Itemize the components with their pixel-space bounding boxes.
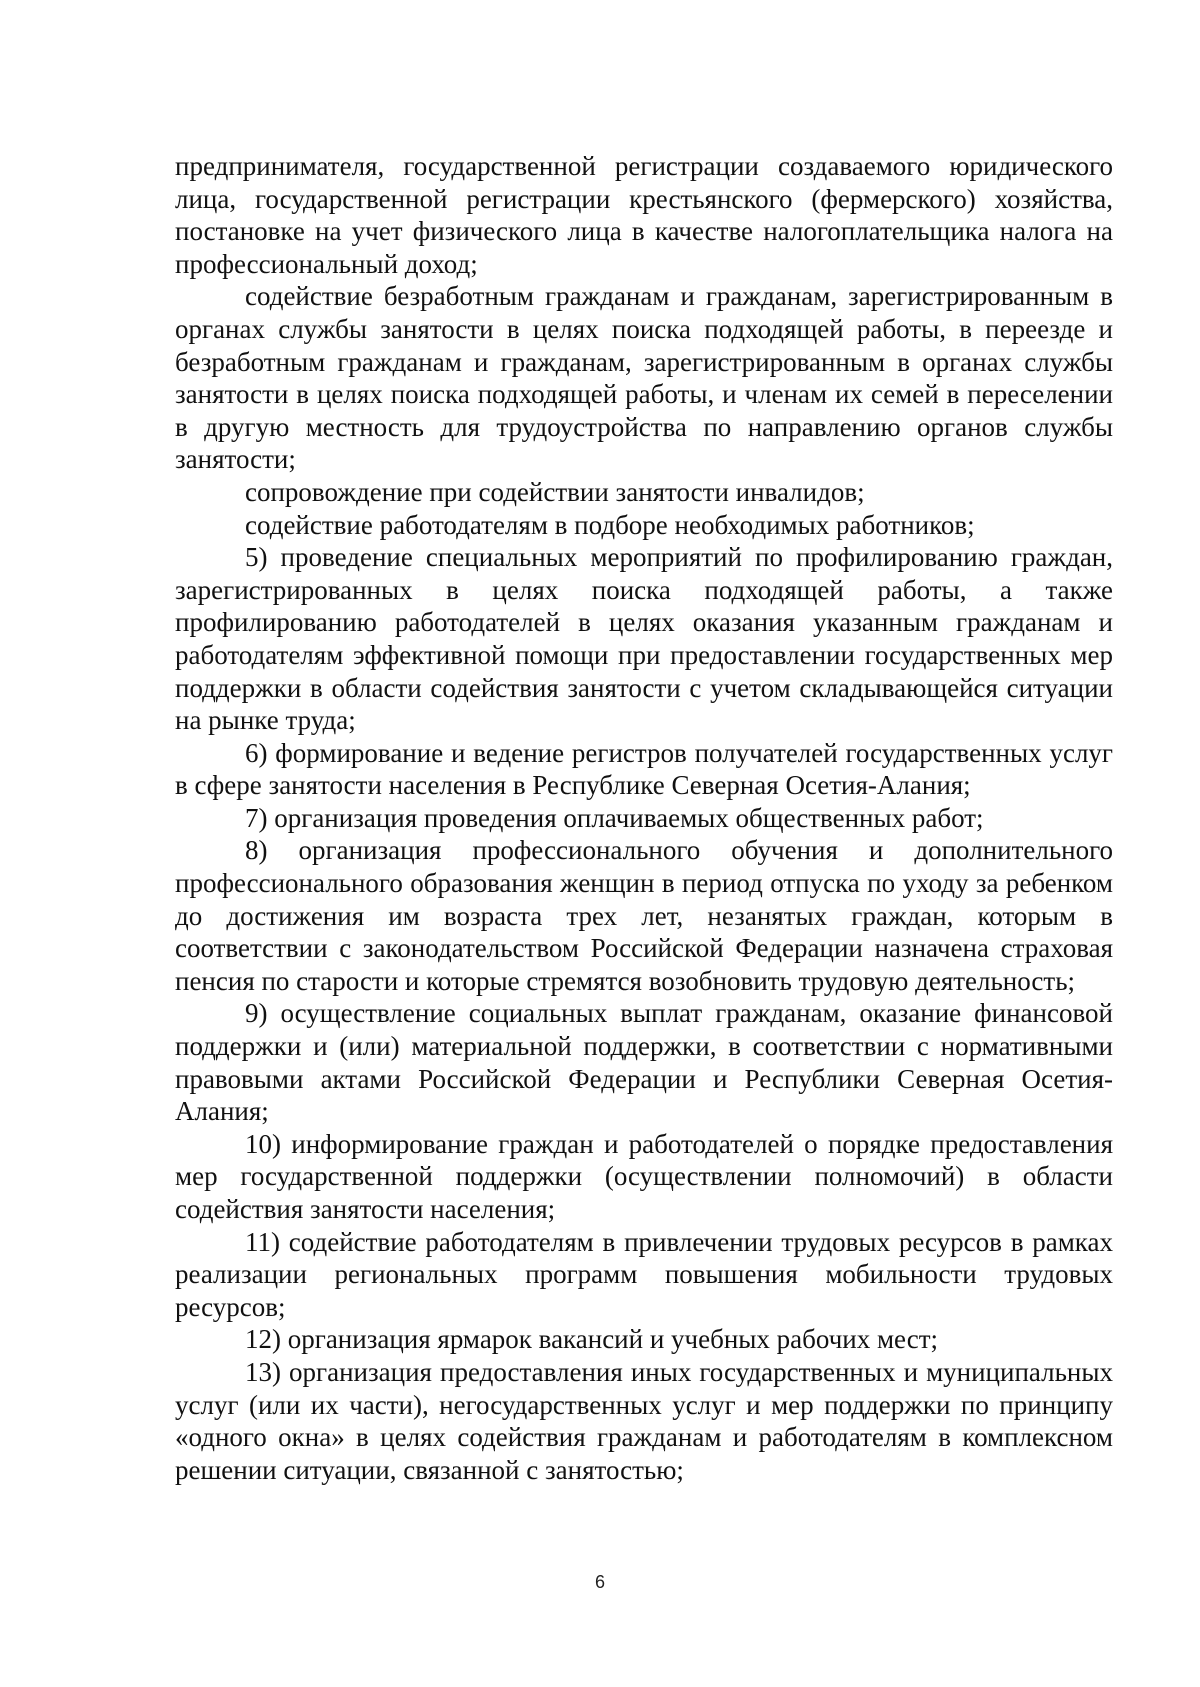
paragraph-continuation: предпринимателя, государственной регистрации создаваемого юридического лица, государственной регистрации крестьянского (фермерского) хозяйства, постановке на учет физического лица в качестве налогоплательщика налога на профессиональный доход; [175,151,1113,279]
paragraph-item-6: 6) формирование и ведение регистров получателей государственных услуг в сфере занятости населения в Республике Северная Осетия-Алания; [175,737,1113,801]
paragraph-unemployed-relocation: содействие безработным гражданам и гражданам, зарегистрированным в органах службы занятости в целях поиска подходящей работы, в переезде и безработным гражданам и гражданам, зарегистрированным в органах службы занятости в целях поиска подходящей работы, и членам их семей в переселении в другую местность для трудоустройства по направлению органов службы занятости; [175,281,1113,475]
paragraph-disabled-support: сопровождение при содействии занятости инвалидов; [245,476,865,507]
paragraph-item-13: 13) организация предоставления иных государственных и муниципальных услуг (или их части), негосударственных услуг и мер поддержки по принципу «одного окна» в целях содействия гражданам и работодателям в комплексном решении ситуации, связанной с занятостью; [175,1356,1113,1485]
paragraph-item-5: 5) проведение специальных мероприятий по профилированию граждан, зарегистрированных в целях поиска подходящей работы, а также профилированию работодателей в целях оказания указанным гражданам и работодателям эффективной помощи при предоставлении государственных мер поддержки в области содействия занятости с учетом складывающейся ситуации на рынке труда; [175,542,1113,736]
paragraph-employer-selection: содействие работодателям в подборе необходимых работников; [245,509,975,540]
paragraph-item-7: 7) организация проведения оплачиваемых общественных работ; [245,802,984,833]
paragraph-item-12: 12) организация ярмарок вакансий и учебных рабочих мест; [245,1324,938,1355]
paragraph-item-11: 11) содействие работодателям в привлечении трудовых ресурсов в рамках реализации региональных программ повышения мобильности трудовых ресурсов; [175,1226,1113,1322]
page-number: 6 [594,1572,605,1592]
paragraph-item-10: 10) информирование граждан и работодателей о порядке предоставления мер государственной поддержки (осуществлении полномочий) в области содействия занятости населения; [175,1128,1113,1224]
document-body [175,150,1113,1486]
paragraph-item-8: 8) организация профессионального обучения и дополнительного профессионального образования женщин в период отпуска по уходу за ребенком до достижения им возраста трех лет, незанятых граждан, которым в соответствии с законодательством Российской Федерации назначена страховая пенсия по старости и которые стремятся возобновить трудовую деятельность; [175,835,1113,996]
paragraph-item-9: 9) осуществление социальных выплат гражданам, оказание финансовой поддержки и (или) материальной поддержки, в соответствии с нормативными правовыми актами Российской Федерации и Республики Северная Осетия-Алания; [175,998,1113,1127]
